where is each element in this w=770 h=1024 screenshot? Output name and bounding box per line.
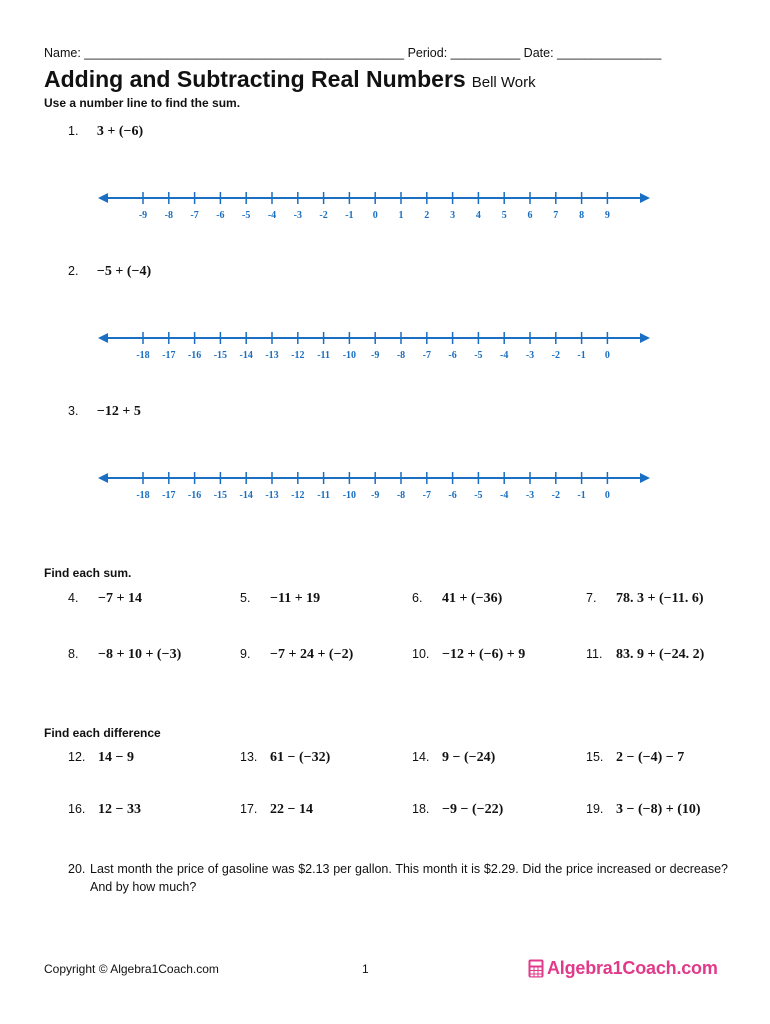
problem-12 [68, 750, 134, 766]
tick-label: -3 [525, 490, 535, 501]
problem-number: 18. [412, 802, 430, 816]
problem-number: 7. [586, 591, 597, 605]
problem-number: 12. [68, 750, 86, 764]
problem-number: 3. [68, 404, 79, 418]
tick-label: -2 [551, 490, 560, 501]
problem-expression: 3 − (−8) + (10) [616, 802, 701, 817]
page-subtitle: Bell Work [471, 74, 536, 91]
tick-label: -13 [265, 490, 279, 501]
problem-expression: 2 − (−4) − 7 [616, 750, 685, 765]
tick-label: -4 [500, 490, 509, 501]
number-line-1 [96, 184, 652, 226]
date-label: Date: [520, 46, 558, 60]
problem-number: 16. [68, 802, 86, 816]
problem-expression: −11 + 19 [270, 591, 321, 606]
tick-label: -12 [291, 350, 305, 361]
problem-7 [586, 591, 704, 607]
instruction-sum: Find each sum. [44, 566, 132, 580]
tick-label: -9 [138, 210, 148, 221]
right-arrow [640, 473, 650, 483]
problem-number: 8. [68, 647, 79, 661]
copyright: Copyright © Algebra1Coach.com [44, 962, 219, 976]
tick-label: 2 [424, 210, 430, 221]
problem-number: 13. [240, 750, 258, 764]
tick-label: -9 [371, 350, 380, 361]
name-label: Name: [44, 46, 85, 60]
problem-number: 6. [412, 591, 423, 605]
problem-1 [68, 122, 143, 140]
tick-label: -14 [239, 350, 253, 361]
tick-label: -18 [136, 350, 150, 361]
tick-label: -7 [190, 210, 199, 221]
tick-label: -6 [448, 350, 457, 361]
tick-label: -11 [317, 350, 330, 361]
tick-label: -15 [213, 350, 228, 361]
tick-label: -18 [136, 490, 150, 501]
problem-expression: 12 − 33 [98, 802, 141, 817]
problem-17 [240, 802, 313, 818]
number-line-svg [96, 324, 652, 366]
problem-9 [240, 647, 353, 663]
problem-6 [412, 591, 502, 607]
problem-expression: −5 + (−4) [96, 264, 152, 279]
problem-expression: 14 − 9 [98, 750, 134, 765]
tick-label: -8 [396, 490, 406, 501]
tick-label: 1 [398, 210, 404, 221]
tick-label: 5 [501, 210, 507, 221]
problem-expression: 78. 3 + (−11. 6) [616, 591, 704, 606]
problem-number: 10. [412, 647, 430, 661]
tick-label: 3 [450, 210, 456, 221]
tick-label: 6 [527, 210, 533, 221]
tick-label: -6 [216, 210, 225, 221]
page-number: 1 [362, 962, 369, 976]
tick-label: -1 [577, 350, 586, 361]
problem-4 [68, 591, 142, 607]
tick-label: -16 [187, 490, 202, 501]
right-arrow [640, 333, 650, 343]
instruction-number-line: Use a number line to find the sum. [44, 96, 241, 110]
instruction-difference: Find each difference [44, 726, 161, 740]
tick-label: -14 [239, 490, 253, 501]
date-blank[interactable]: _______________ [557, 46, 662, 60]
tick-label: 4 [475, 210, 481, 221]
tick-label: 7 [553, 210, 559, 221]
tick-label: -7 [422, 490, 431, 501]
problem-15 [586, 750, 684, 766]
problem-number: 15. [586, 750, 604, 764]
problem-11 [586, 647, 704, 663]
tick-label: -8 [396, 350, 406, 361]
calculator-icon [528, 959, 544, 978]
problem-number: 11. [586, 647, 603, 661]
tick-label: 0 [604, 490, 610, 501]
tick-label: -8 [164, 210, 173, 221]
tick-label: -1 [345, 210, 354, 221]
tick-label: -10 [342, 490, 357, 501]
problem-expression: −12 + 5 [96, 404, 141, 419]
tick-label: -10 [342, 350, 357, 361]
problem-3 [68, 402, 141, 420]
problem-5 [240, 591, 320, 607]
tick-label: -2 [551, 350, 560, 361]
problem-number: 4. [68, 591, 79, 605]
brand-logo [528, 958, 718, 979]
problem-8 [68, 647, 181, 663]
number-line-svg [96, 184, 652, 226]
problem-number: 1. [68, 124, 79, 138]
page-title: Adding and Subtracting Real Numbers [44, 66, 466, 92]
number-line-svg [96, 464, 652, 506]
problem-expression: 3 + (−6) [96, 124, 144, 139]
number-line-2 [96, 324, 652, 366]
tick-label: -15 [213, 490, 228, 501]
problem-number: 5. [240, 591, 251, 605]
tick-label: -4 [500, 350, 509, 361]
tick-label: -5 [474, 350, 483, 361]
tick-label: -5 [242, 210, 251, 221]
tick-label: -12 [291, 490, 305, 501]
problem-expression: −7 + 14 [98, 591, 142, 606]
problem-20 [68, 860, 728, 896]
number-line-3 [96, 464, 652, 506]
tick-label: -9 [371, 490, 380, 501]
problem-10 [412, 647, 525, 663]
tick-label: -17 [162, 490, 176, 501]
tick-label: -2 [319, 210, 328, 221]
problem-number: 20. [68, 862, 86, 876]
title-row [44, 66, 536, 93]
problem-16 [68, 802, 141, 818]
right-arrow [640, 193, 650, 203]
problem-expression: −8 + 10 + (−3) [98, 647, 182, 662]
problem-2 [68, 262, 151, 280]
tick-label: -16 [187, 350, 202, 361]
header-fields [44, 46, 661, 60]
problem-number: 14. [412, 750, 430, 764]
problem-number: 19. [586, 802, 604, 816]
left-arrow [98, 473, 108, 483]
tick-label: -1 [577, 490, 586, 501]
tick-label: -17 [162, 350, 176, 361]
word-problem-text: Last month the price of gasoline was $2.13 per gallon. This month it is $2.29. Did the price increased or decrease? And by how much? [90, 862, 728, 894]
tick-label: -7 [422, 350, 431, 361]
problem-19 [586, 802, 701, 818]
problem-number: 9. [240, 647, 251, 661]
problem-number: 17. [240, 802, 258, 816]
problem-expression: 41 + (−36) [442, 591, 503, 606]
problem-expression: −12 + (−6) + 9 [442, 647, 526, 662]
period-label: Period: [404, 46, 451, 60]
problem-expression: 22 − 14 [270, 802, 313, 817]
problem-expression: 9 − (−24) [442, 750, 496, 765]
tick-label: -3 [293, 210, 302, 221]
problem-number: 2. [68, 264, 79, 278]
problem-expression: −7 + 24 + (−2) [270, 647, 354, 662]
name-blank[interactable]: ______________________________________________ [84, 46, 405, 60]
problem-expression: 83. 9 + (−24. 2) [616, 647, 705, 662]
period-blank[interactable]: __________ [450, 46, 521, 60]
left-arrow [98, 193, 108, 203]
problem-13 [240, 750, 330, 766]
tick-label: -3 [525, 350, 535, 361]
tick-label: -4 [267, 210, 277, 221]
tick-label: 9 [604, 210, 610, 221]
problem-18 [412, 802, 503, 818]
tick-label: 0 [372, 210, 378, 221]
tick-label: -6 [448, 490, 457, 501]
problem-expression: 61 − (−32) [270, 750, 331, 765]
tick-label: -11 [317, 490, 330, 501]
problem-expression: −9 − (−22) [442, 802, 504, 817]
tick-label: 8 [579, 210, 585, 221]
tick-label: -13 [265, 350, 279, 361]
brand-text: Algebra1Coach.com [547, 958, 718, 978]
left-arrow [98, 333, 108, 343]
tick-label: -5 [474, 490, 483, 501]
tick-label: 0 [604, 350, 610, 361]
problem-14 [412, 750, 495, 766]
